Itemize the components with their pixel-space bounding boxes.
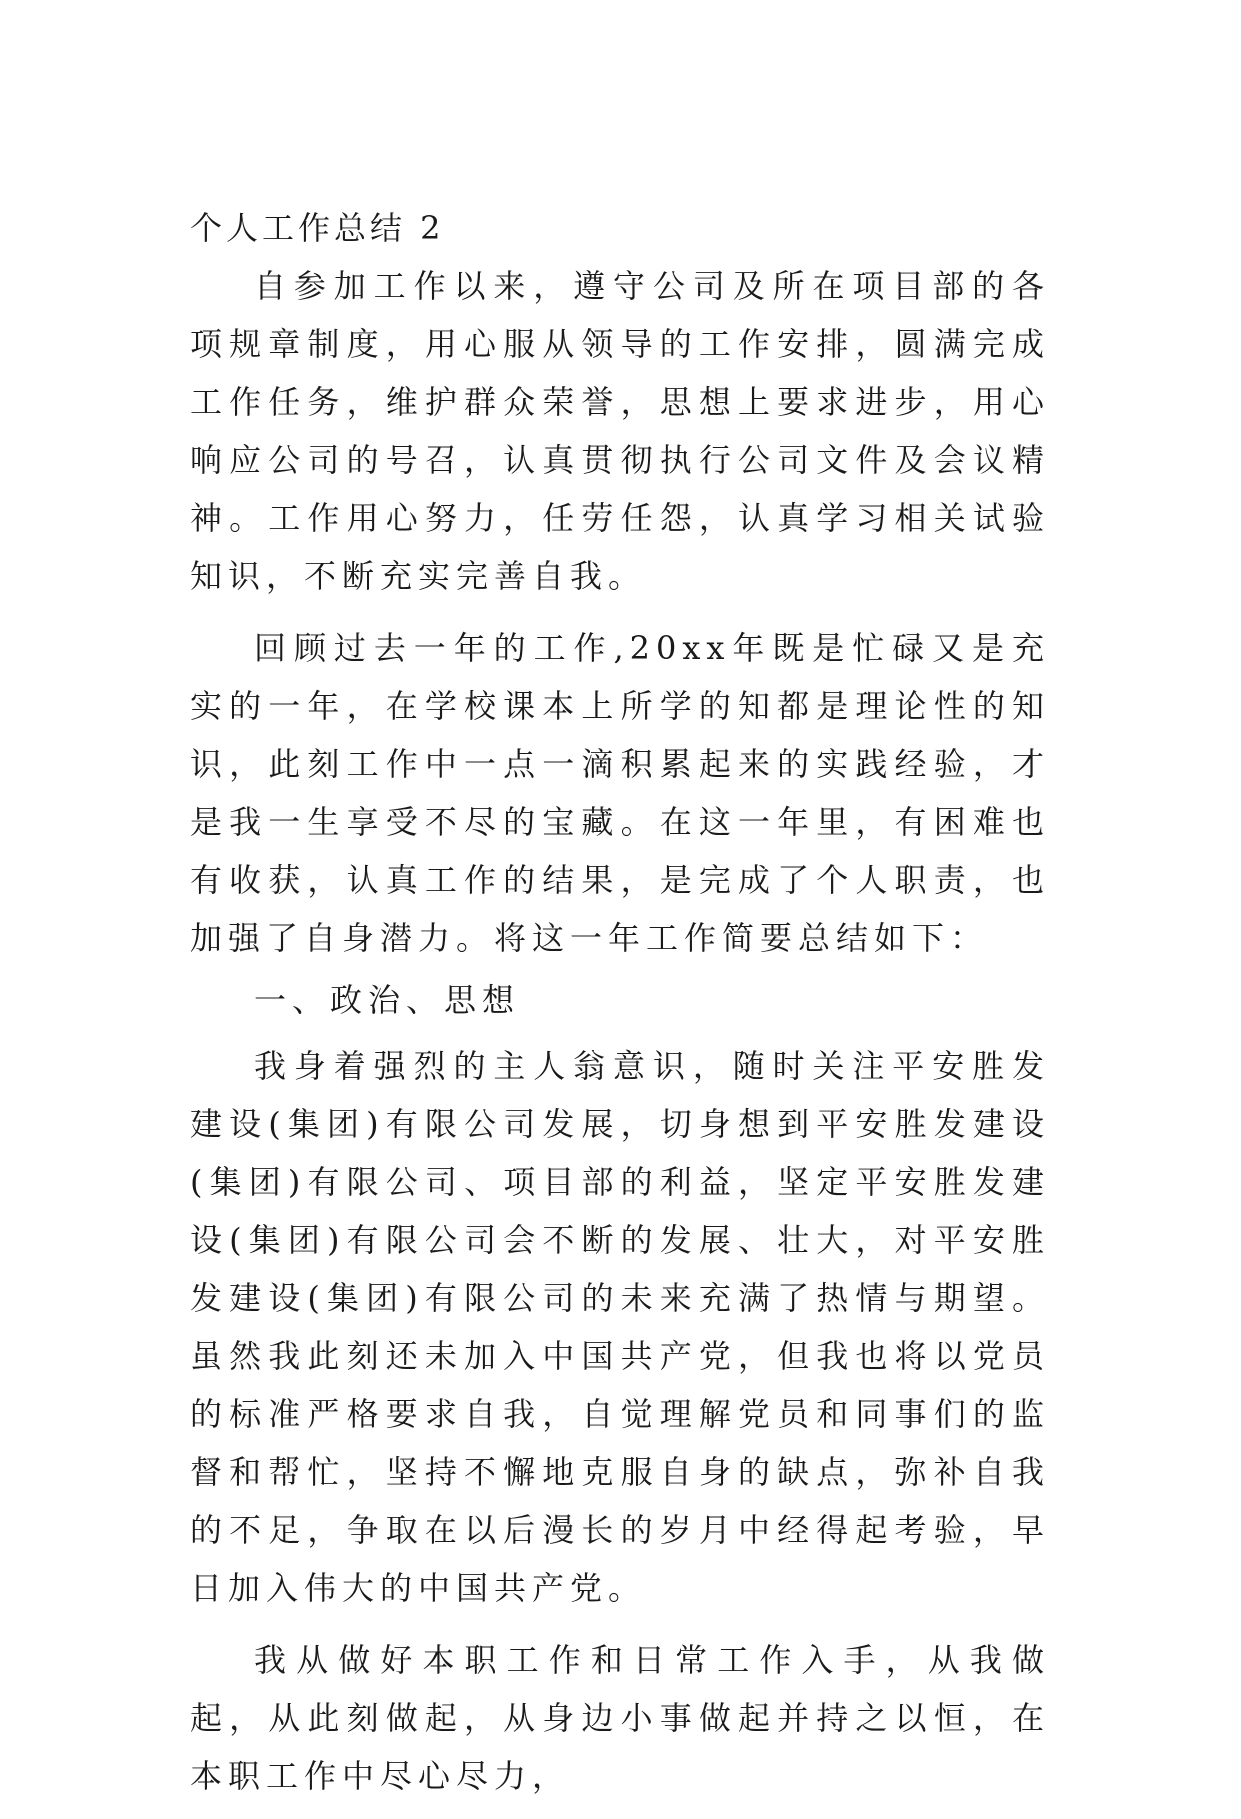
section-heading-politics: 一、政治、思想 [254,981,521,1019]
paragraph-review: 回顾过去一年的工作,20xx年既是忙碌又是充实的一年，在学校课本上所学的知都是理论性的知识，此刻工作中一点一滴积累起来的实践经验，才是我一生享受不尽的宝藏。在这一年里，有困难也有收获，认真工作的结果，是完成了个人职责，也加强了自身潜力。将这一年工作简要总结如下： [190,629,1050,957]
document-body [190,199,1050,1819]
document-title: 个人工作总结 2 [190,209,445,247]
paragraph-intro: 自参加工作以来，遵守公司及所在项目部的各项规章制度，用心服从领导的工作安排，圆满完成工作任务，维护群众荣誉，思想上要求进步，用心响应公司的号召，认真贯彻执行公司文件及会议精神。工作用心努力，任劳任怨，认真学习相关试验知识，不断充实完善自我。 [190,267,1050,595]
paragraph-politics: 我身着强烈的主人翁意识，随时关注平安胜发建设(集团)有限公司发展，切身想到平安胜发建设(集团)有限公司、项目部的利益，坚定平安胜发建设(集团)有限公司会不断的发展、壮大，对平安胜发建设(集团)有限公司的未来充满了热情与期望。虽然我此刻还未加入中国共产党，但我也将以党员的标准严格要求自我，自觉理解党员和同事们的监督和帮忙，坚持不懈地克服自身的缺点，弥补自我的不足，争取在以后漫长的岁月中经得起考验，早日加入伟大的中国共产党。 [190,1047,1050,1607]
paragraph-work: 我从做好本职工作和日常工作入手，从我做起，从此刻做起，从身边小事做起并持之以恒，在本职工作中尽心尽力， [190,1641,1050,1795]
